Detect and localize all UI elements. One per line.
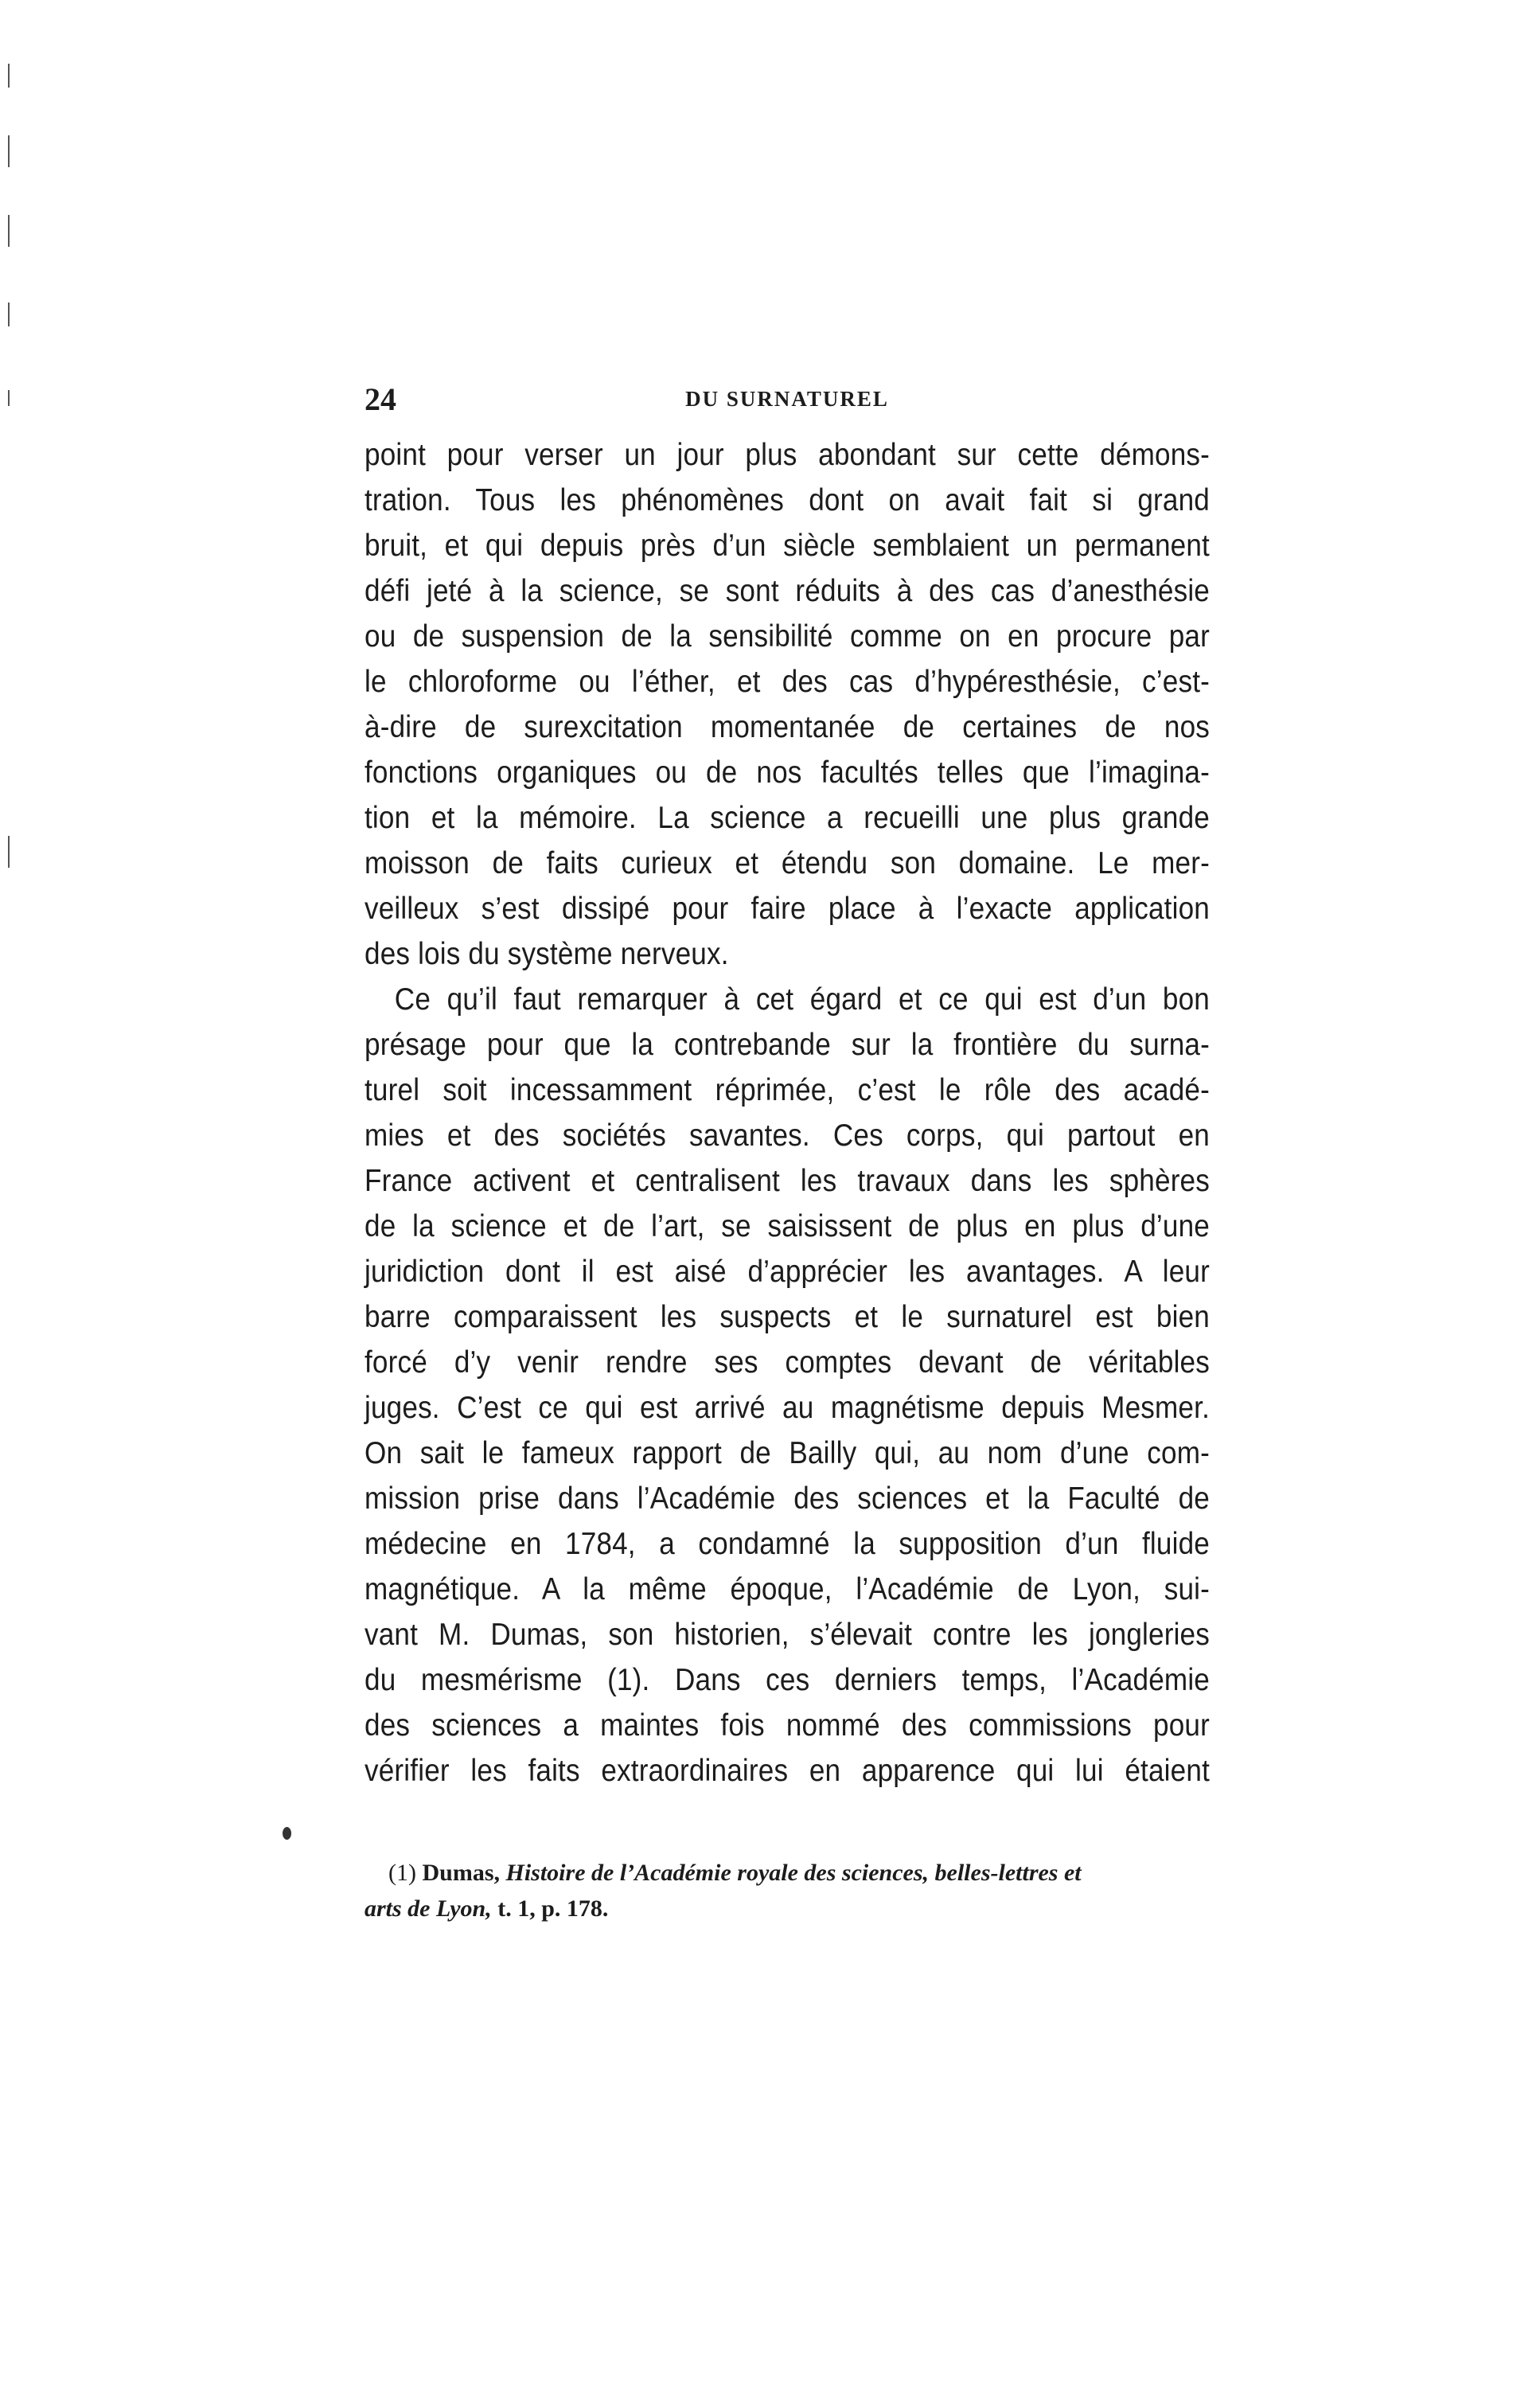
text-line: barre comparaissent les suspects et le surnaturel est bien xyxy=(365,1300,1210,1334)
text-line: bruit, et qui depuis près d’un siècle semblaient un permanent xyxy=(365,529,1210,563)
text-line: forcé d’y venir rendre ses comptes devant de véritables xyxy=(365,1345,1210,1380)
footnote-line xyxy=(365,1891,1210,1926)
page-number: 24 xyxy=(365,381,396,417)
ink-speck xyxy=(283,1827,291,1840)
footnote-marker: (1) xyxy=(388,1860,416,1886)
text-line: On sait le fameux rapport de Bailly qui, au nom d’une com- xyxy=(365,1436,1210,1470)
footnote-author: Dumas, xyxy=(422,1860,500,1886)
text-line: mies et des sociétés savantes. Ces corps, qui partout en xyxy=(365,1118,1210,1153)
text-line: juridiction dont il est aisé d’apprécier les avantages. A leur xyxy=(365,1255,1210,1289)
text-line: de la science et de l’art, se saisissent de plus en plus d’une xyxy=(365,1209,1210,1243)
footnote-title: Histoire de l’Académie royale des sciences, belles-lettres et xyxy=(505,1860,1082,1886)
margin-scan-mark xyxy=(8,135,10,167)
page-header xyxy=(365,381,1210,420)
text-line: défi jeté à la science, se sont réduits à des cas d’anesthésie xyxy=(365,574,1210,608)
body-text xyxy=(365,432,1210,1794)
text-line: ou de suspension de la sensibilité comme on en procure par xyxy=(365,619,1210,654)
text-line: à-dire de surexcitation momentanée de certaines de nos xyxy=(365,710,1210,744)
text-line: magnétique. A la même époque, l’Académie de Lyon, sui- xyxy=(365,1572,1210,1606)
footnote xyxy=(365,1855,1210,1926)
running-title: DU SURNATUREL xyxy=(685,387,889,411)
text-line: France activent et centralisent les travaux dans les sphères xyxy=(365,1164,1210,1198)
text-line: fonctions organiques ou de nos facultés telles que l’imagina- xyxy=(365,755,1210,790)
text-line: des sciences a maintes fois nommé des commissions pour xyxy=(365,1708,1210,1743)
footnote-title-cont: arts de Lyon, xyxy=(365,1895,492,1922)
text-line: moisson de faits curieux et étendu son domaine. Le mer- xyxy=(365,846,1210,880)
text-line: juges. C’est ce qui est arrivé au magnétisme depuis Mesmer. xyxy=(365,1391,1210,1425)
text-line: vant M. Dumas, son historien, s’élevait contre les jongleries xyxy=(365,1618,1210,1652)
text-line: du mesmérisme (1). Dans ces derniers temps, l’Académie xyxy=(365,1663,1210,1697)
text-line: point pour verser un jour plus abondant sur cette démons- xyxy=(365,438,1210,472)
text-line: turel soit incessamment réprimée, c’est le rôle des acadé- xyxy=(365,1073,1210,1107)
text-line: des lois du système nerveux. xyxy=(365,937,729,971)
footnote-reference: t. 1, p. 178. xyxy=(497,1895,609,1922)
margin-scan-mark xyxy=(8,303,10,326)
margin-scan-mark xyxy=(8,836,10,868)
text-line: médecine en 1784, a condamné la supposition d’un fluide xyxy=(365,1527,1210,1561)
margin-scan-mark xyxy=(8,64,10,88)
text-line: Ce qu’il faut remarquer à cet égard et ce qui est d’un bon xyxy=(394,982,1210,1017)
text-line: veilleux s’est dissipé pour faire place à l’exacte application xyxy=(365,892,1210,926)
footnote-line xyxy=(365,1855,1210,1891)
text-line: tration. Tous les phénomènes dont on avait fait si grand xyxy=(365,483,1210,517)
text-line: vérifier les faits extraordinaires en apparence qui lui étaient xyxy=(365,1754,1210,1788)
text-line: tion et la mémoire. La science a recueilli une plus grande xyxy=(365,801,1210,835)
text-line: le chloroforme ou l’éther, et des cas d’hypéresthésie, c’est- xyxy=(365,665,1210,699)
text-line: mission prise dans l’Académie des sciences et la Faculté de xyxy=(365,1481,1210,1516)
margin-scan-mark xyxy=(8,215,10,247)
margin-scan-mark xyxy=(8,390,10,406)
text-line: présage pour que la contrebande sur la frontière du surna- xyxy=(365,1028,1210,1062)
